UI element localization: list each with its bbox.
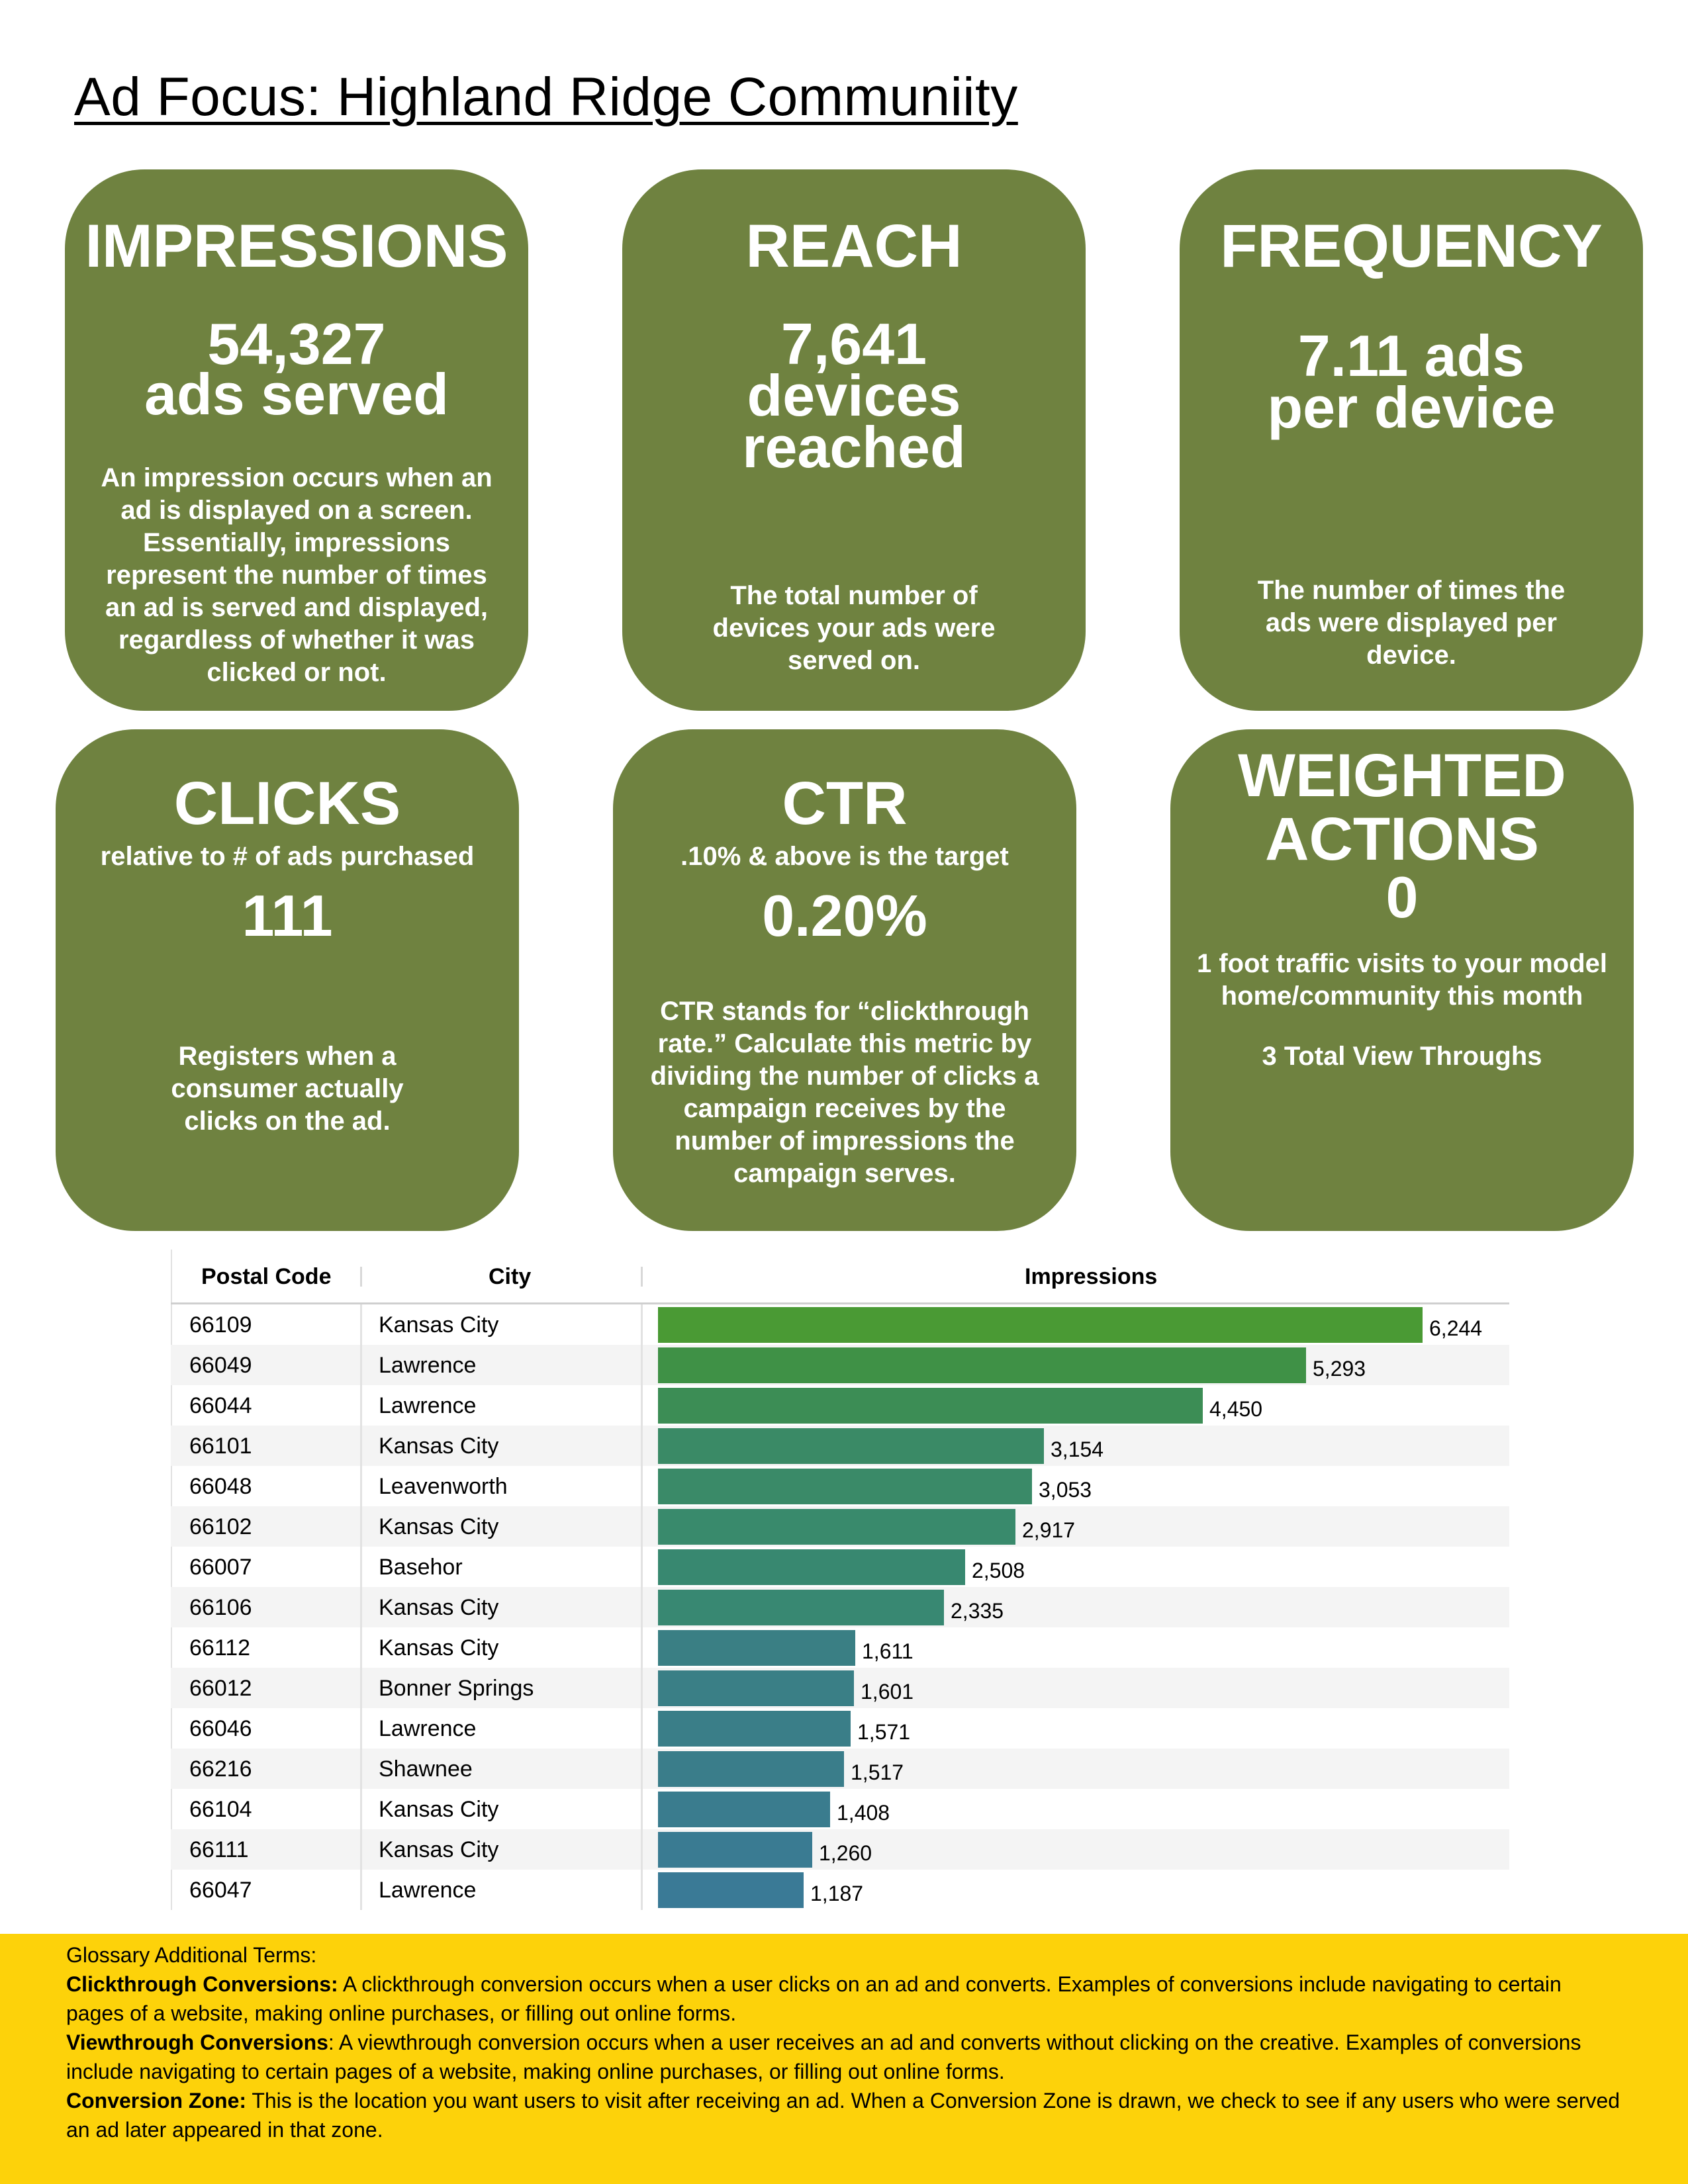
frequency-description: The number of times the ads were displayed per device. <box>1257 576 1566 670</box>
impressions-value-label: 3,053 <box>1039 1478 1092 1502</box>
city-cell: Kansas City <box>379 1514 499 1539</box>
header-divider <box>360 1267 362 1287</box>
table-row <box>171 1304 1509 1345</box>
term-definition: This is the location you want users to visit after receiving an ad. When a Conversion Zone is drawn, we check to see if any users who were served an ad later appeared in that zone. <box>66 2089 1620 2142</box>
clicks-value: 111 <box>242 883 333 948</box>
impressions-title: IMPRESSIONS <box>85 212 508 280</box>
postal-code-cell: 66044 <box>189 1393 252 1418</box>
header-divider <box>641 1267 643 1287</box>
postal-code-cell: 66101 <box>189 1433 252 1459</box>
weighted-title-line2: ACTIONS <box>1265 805 1539 873</box>
table-row <box>171 1668 1509 1708</box>
table-row <box>171 1829 1509 1870</box>
table-row <box>171 1385 1509 1426</box>
impressions-description: An impression occurs when an ad is displayed on a screen. Essentially, impressions represent the number of times an ad is served and displayed, regardless of whether it was clicked or not. <box>101 463 492 687</box>
reach-unit-reached: reached <box>742 414 966 480</box>
frequency-card <box>1180 169 1643 711</box>
impressions-value-label: 2,335 <box>951 1599 1004 1623</box>
term-name: Conversion Zone: <box>66 2089 247 2113</box>
table-header <box>171 1250 1509 1304</box>
glossary-term-viewthrough <box>66 2028 1622 2086</box>
glossary-section <box>0 1934 1688 2184</box>
table-row <box>171 1547 1509 1587</box>
term-name: Viewthrough Conversions <box>66 2030 328 2054</box>
table-row <box>171 1749 1509 1789</box>
weighted-title-line1: WEIGHTED <box>1238 742 1566 809</box>
ctr-subtitle: .10% & above is the target <box>680 842 1009 871</box>
postal-code-cell: 66048 <box>189 1474 252 1499</box>
frequency-unit: per device <box>1267 375 1556 440</box>
header-impressions: Impressions <box>1025 1264 1158 1289</box>
table-row <box>171 1587 1509 1627</box>
impressions-bar <box>658 1832 812 1868</box>
clicks-card <box>56 729 519 1231</box>
impressions-value-label: 1,601 <box>861 1680 914 1704</box>
table-row <box>171 1789 1509 1829</box>
postal-code-cell: 66046 <box>189 1716 252 1741</box>
weighted-actions-card <box>1170 729 1634 1231</box>
impressions-bar <box>658 1590 944 1625</box>
reach-unit-devices: devices <box>747 363 961 428</box>
ctr-card <box>613 729 1076 1231</box>
glossary-term-clickthrough <box>66 1970 1622 2028</box>
impressions-value-label: 1,408 <box>837 1801 890 1825</box>
city-cell: Basehor <box>379 1555 463 1580</box>
impressions-bar <box>658 1307 1423 1343</box>
postal-code-cell: 66047 <box>189 1878 252 1903</box>
postal-code-cell: 66104 <box>189 1797 252 1822</box>
glossary-term-conversion-zone <box>66 2086 1622 2144</box>
impressions-value-label: 2,917 <box>1022 1518 1076 1542</box>
impressions-value-label: 6,244 <box>1429 1316 1483 1340</box>
impressions-bar <box>658 1711 851 1747</box>
reach-value: 7,641 <box>780 311 927 377</box>
clicks-description: Registers when a consumer actually clicks on the ad. <box>171 1042 404 1136</box>
postal-code-cell: 66106 <box>189 1595 252 1620</box>
impressions-value-label: 1,517 <box>851 1760 904 1784</box>
column-divider <box>360 1304 362 1910</box>
impressions-value-label: 1,260 <box>819 1841 872 1865</box>
impressions-value-label: 1,611 <box>862 1639 914 1663</box>
table-row <box>171 1870 1509 1910</box>
city-cell: Kansas City <box>379 1837 499 1862</box>
impressions-unit: ads served <box>144 361 449 427</box>
impressions-card <box>65 169 528 711</box>
city-cell: Kansas City <box>379 1433 499 1459</box>
term-definition: A clickthrough conversion occurs when a user clicks on an ad and converts. Examples of conversions include navigating to certain pages of a website, making online purchases, or filling out online forms. <box>66 1972 1562 2025</box>
clicks-title: CLICKS <box>173 770 401 837</box>
city-cell: Kansas City <box>379 1635 499 1661</box>
clicks-subtitle: relative to # of ads purchased <box>100 842 475 871</box>
postal-code-cell: 66111 <box>189 1837 249 1862</box>
frequency-value: 7.11 ads <box>1297 323 1525 388</box>
table-row <box>171 1506 1509 1547</box>
city-cell: Bonner Springs <box>379 1676 534 1701</box>
ctr-value: 0.20% <box>762 883 927 948</box>
impressions-bar <box>658 1792 830 1827</box>
impressions-value-label: 2,508 <box>972 1559 1025 1582</box>
reach-card <box>622 169 1086 711</box>
glossary-heading: Glossary Additional Terms: <box>66 1943 317 1967</box>
city-cell: Kansas City <box>379 1312 499 1338</box>
reach-description: The total number of devices your ads were served on. <box>712 581 996 675</box>
city-cell: Lawrence <box>379 1353 477 1378</box>
header-city: City <box>489 1264 532 1289</box>
impressions-value-label: 3,154 <box>1051 1437 1104 1461</box>
city-cell: Shawnee <box>379 1756 473 1782</box>
header-postal-code: Postal Code <box>201 1264 332 1289</box>
table-row <box>171 1466 1509 1506</box>
reach-title: REACH <box>745 212 962 280</box>
impressions-bar <box>658 1872 804 1908</box>
city-cell: Kansas City <box>379 1595 499 1620</box>
ctr-title: CTR <box>782 770 908 837</box>
impressions-bar <box>658 1670 854 1706</box>
impressions-bar <box>658 1630 855 1666</box>
weighted-value: 0 <box>1385 864 1419 930</box>
city-cell: Kansas City <box>379 1797 499 1822</box>
postal-code-cell: 66007 <box>189 1555 252 1580</box>
impressions-bar <box>658 1751 844 1787</box>
city-cell: Leavenworth <box>379 1474 508 1499</box>
impressions-bar <box>658 1549 965 1585</box>
postal-code-cell: 66109 <box>189 1312 252 1338</box>
table-row <box>171 1426 1509 1466</box>
postal-code-cell: 66012 <box>189 1676 252 1701</box>
impressions-value-label: 1,571 <box>857 1720 911 1744</box>
impressions-bar <box>658 1428 1044 1464</box>
postal-code-cell: 66102 <box>189 1514 252 1539</box>
column-divider <box>641 1304 643 1910</box>
postal-code-cell: 66112 <box>189 1635 251 1661</box>
city-cell: Lawrence <box>379 1393 477 1418</box>
impressions-value-label: 5,293 <box>1313 1357 1366 1381</box>
impressions-bar <box>658 1509 1015 1545</box>
foot-traffic-text: 1 foot traffic visits to your model home/community this month <box>1196 949 1608 1011</box>
impressions-bar <box>658 1347 1306 1383</box>
table-row <box>171 1708 1509 1749</box>
postal-code-cell: 66049 <box>189 1353 252 1378</box>
impressions-value-label: 1,187 <box>810 1882 864 1905</box>
term-name: Clickthrough Conversions: <box>66 1972 338 1996</box>
postal-code-cell: 66216 <box>189 1756 252 1782</box>
impressions-value: 54,327 <box>207 311 386 377</box>
impressions-bar <box>658 1469 1032 1504</box>
term-definition: : A viewthrough conversion occurs when a user receives an ad and converts without clicking on the creative. Examples of conversions include navigating to certain pages of a website, making online purchases, or filling out online forms. <box>66 2030 1581 2083</box>
page-title: Ad Focus: Highland Ridge Communiity <box>74 67 1018 127</box>
city-cell: Lawrence <box>379 1878 477 1903</box>
frequency-title: FREQUENCY <box>1220 212 1603 280</box>
table-row <box>171 1345 1509 1385</box>
impressions-bar <box>658 1388 1203 1424</box>
ctr-description: CTR stands for “clickthrough rate.” Calculate this metric by dividing the number of clicks a campaign receives by the number of impressions the campaign serves. <box>650 997 1039 1188</box>
impressions-value-label: 4,450 <box>1209 1397 1263 1421</box>
city-cell: Lawrence <box>379 1716 477 1741</box>
view-throughs-text: 3 Total View Throughs <box>1262 1042 1542 1071</box>
table-row <box>171 1627 1509 1668</box>
